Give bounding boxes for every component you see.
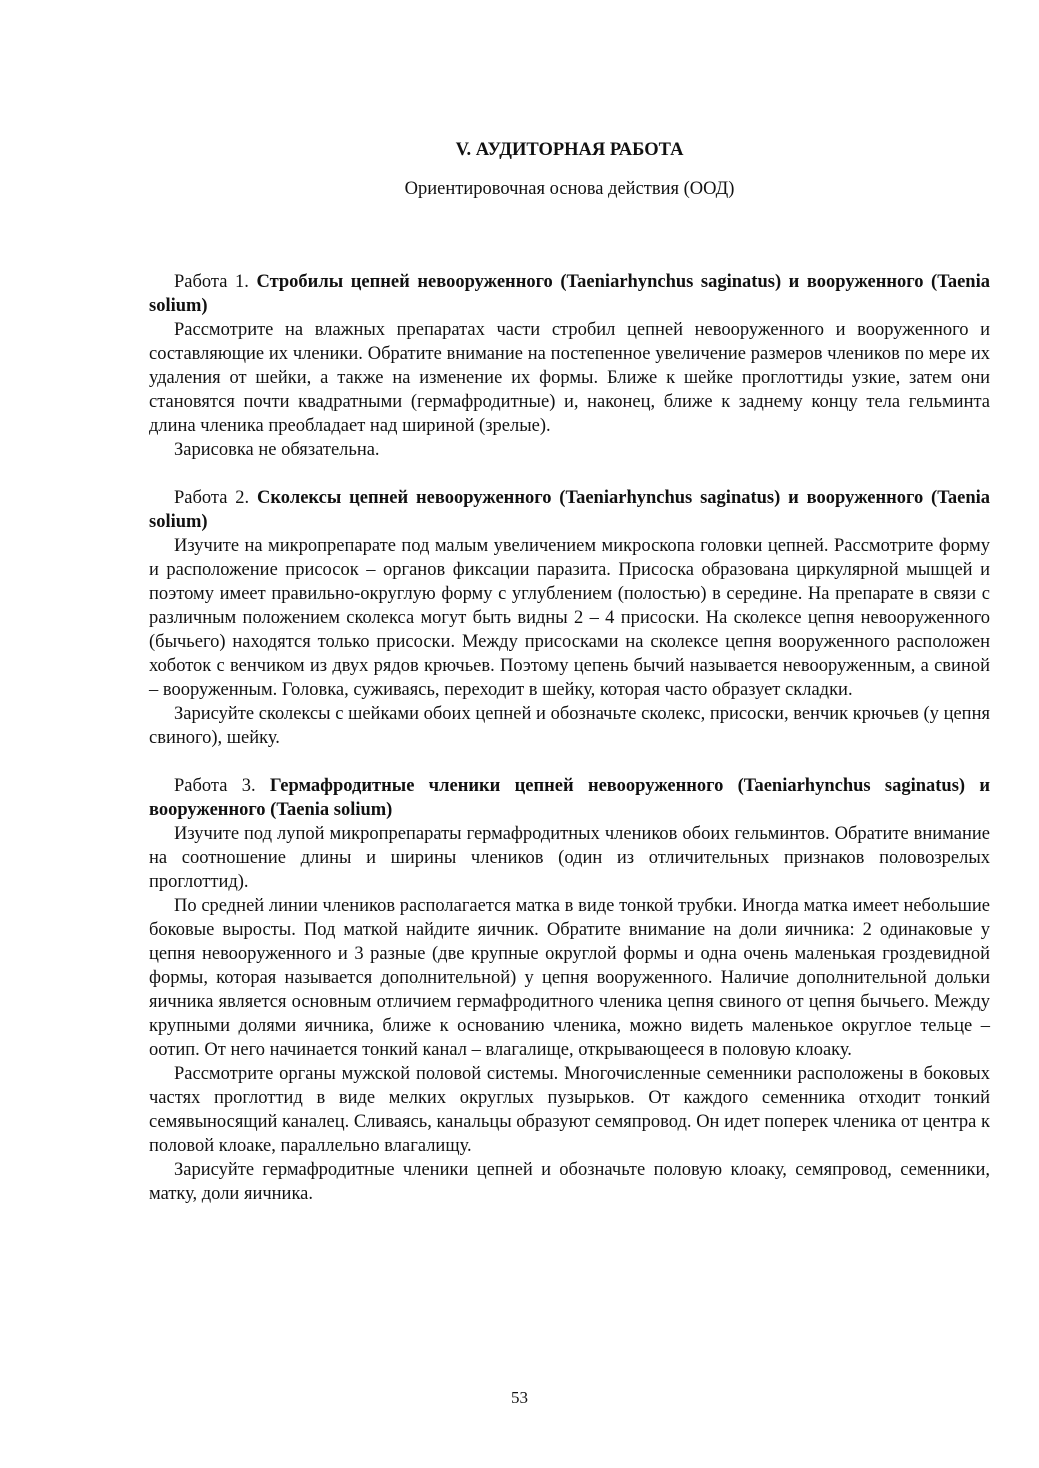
work-section-2 (149, 486, 990, 750)
paragraph: Изучите под лупой микропрепараты гермафродитных члеников обоих гельминтов. Обратите внимание на соотношение длины и ширины члеников (один из отличительных признаков половозрелых проглоттид). (149, 824, 990, 892)
work-title: Гермафродитные членики цепней невооруженного (Taeniarhynchus saginatus) и вооруженного (Taenia solium) (149, 776, 990, 820)
paragraph: Рассмотрите на влажных препаратах части стробил цепней невооруженного и вооруженного и составляющие их членики. Обратите внимание на постепенное увеличение размеров члеников по мере их удаления от шейки, а также на изменение их формы. Ближе к шейке проглоттиды узкие, затем они становятся почти квадратными (гермафродитные) и, наконец, ближе к заднему концу тела гельминта длина членика преобладает над шириной (зрелые). (149, 320, 990, 436)
paragraph: Зарисуйте гермафродитные членики цепней и обозначьте половую клоаку, семяпровод, семенники, матку, доли яичника. (149, 1160, 990, 1204)
page-number: 53 (511, 1388, 528, 1407)
work-label: Работа 1. (174, 272, 249, 292)
paragraph: Рассмотрите органы мужской половой системы. Многочисленные семенники расположены в боковых частях проглоттид в виде мелких округлых пузырьков. От каждого семенника отходит тонкий семявыносящий каналец. Сливаясь, канальцы образуют семяпровод. Он идет поперек членика от центра к половой клоаке, параллельно влагалищу. (149, 1064, 990, 1156)
work-section-3 (149, 774, 990, 1206)
paragraph: Зарисуйте сколексы с шейками обоих цепней и обозначьте сколекс, присоски, венчик крючьев (у цепня свиного), шейку. (149, 704, 990, 748)
work-heading (149, 486, 990, 534)
page-content (149, 138, 990, 1206)
work-label: Работа 3. (174, 776, 256, 796)
work-heading (149, 774, 990, 822)
paragraph: Изучите на микропрепарате под малым увеличением микроскопа головки цепней. Рассмотрите форму и расположение присосок – органов фиксации паразита. Присоска образована циркулярной мышцей и поэтому имеет правильно-округлую форму с углублением (полостью) в середине. На препарате в связи с различным положением сколекса могут быть видны 2 – 4 присоски. На сколексе цепня невооруженного (бычьего) находятся только присоски. Между присосками на сколексе цепня вооруженного расположен хоботок с венчиком из двух рядов крючьев. Поэтому цепень бычий называется невооруженным, а свиной – вооруженным. Головка, суживаясь, переходит в шейку, которая часто образует складки. (149, 536, 990, 700)
work-section-1 (149, 270, 990, 462)
work-label: Работа 2. (174, 488, 250, 508)
work-title: Стробилы цепней невооруженного (Taeniarhynchus saginatus) и вооруженного (Taenia solium) (149, 272, 990, 316)
paragraph: Зарисовка не обязательна. (174, 440, 380, 460)
work-heading (149, 270, 990, 318)
paragraph: По средней линии члеников располагается матка в виде тонкой трубки. Иногда матка имеет небольшие боковые выросты. Под маткой найдите яичник. Обратите внимание на доли яичника: 2 одинаковые у цепня невооруженного и 3 разные (две крупные округлой формы и одна очень маленькая гроздевидной формы, которая называется дополнительной) у цепня вооруженного. Наличие дополнительной дольки яичника является основным отличием гермафродитного членика цепня свиного от цепня бычьего. Между крупными долями яичника, ближе к основанию членика, можно видеть маленькое округлое тельце – оотип. От него начинается тонкий канал – влагалище, открывающееся в половую клоаку. (149, 896, 990, 1060)
work-title: Сколексы цепней невооруженного (Taeniarhynchus saginatus) и вооруженного (Taenia solium) (149, 488, 990, 532)
page-subtitle: Ориентировочная основа действия (ООД) (404, 179, 735, 199)
page-title: V. АУДИТОРНАЯ РАБОТА (455, 140, 684, 160)
